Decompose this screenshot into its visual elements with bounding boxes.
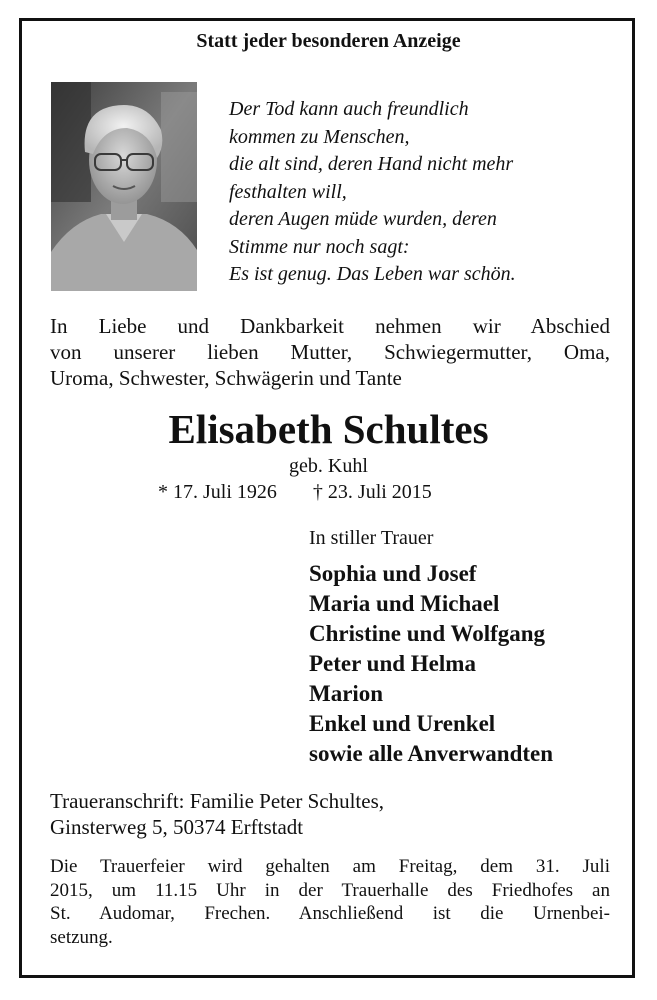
poem-line: deren Augen müde wurden, deren: [229, 208, 497, 230]
mourner-entry: Maria und Michael: [309, 591, 500, 616]
poem: [229, 96, 516, 289]
death-date: † 23. Juli 2015: [312, 481, 432, 503]
mourning-address: [50, 788, 384, 840]
poem-line: festhalten will,: [229, 180, 347, 203]
notice-header: Statt jeder besonderen Anzeige: [196, 30, 461, 52]
ceremony-info: [50, 855, 610, 949]
maiden-name: geb. Kuhl: [289, 455, 368, 477]
mourning-line: In stiller Trauer: [309, 527, 434, 549]
ceremony-line: 2015, um 11.15 Uhr in der Trauerhalle des Friedhofes an: [50, 879, 610, 901]
mourner-entry: Peter und Helma: [309, 651, 476, 676]
deceased-name: Elisabeth Schultes: [168, 406, 489, 452]
mourner-entry: Christine und Wolfgang: [309, 621, 546, 646]
intro-text: [50, 313, 610, 391]
intro-line: In Liebe und Dankbarkeit nehmen wir Abschied: [50, 314, 610, 338]
intro-line: Uroma, Schwester, Schwägerin und Tante: [50, 366, 402, 390]
address-line: Traueranschrift: Familie Peter Schultes,: [50, 789, 384, 813]
ceremony-line: St. Audomar, Frechen. Anschließend ist die Urnenbei-: [50, 903, 610, 924]
portrait-photo: [51, 82, 197, 291]
poem-line: Der Tod kann auch freundlich: [229, 98, 469, 120]
intro-line: von unserer lieben Mutter, Schwiegermutter, Oma,: [50, 340, 610, 364]
mourner-entry: Sophia und Josef: [309, 561, 477, 586]
poem-line: Es ist genug. Das Leben war schön.: [229, 263, 516, 285]
birth-date: * 17. Juli 1926: [158, 481, 277, 503]
life-dates: [158, 481, 432, 504]
ceremony-line: setzung.: [50, 926, 113, 948]
poem-line: kommen zu Menschen,: [229, 125, 410, 148]
address-line: Ginsterweg 5, 50374 Erftstadt: [50, 815, 304, 839]
poem-line: Stimme nur noch sagt:: [229, 235, 410, 258]
poem-line: die alt sind, deren Hand nicht mehr: [229, 153, 514, 175]
mourner-entry: Enkel und Urenkel: [309, 711, 496, 736]
mourners-list: [309, 559, 553, 769]
ceremony-line: Die Trauerfeier wird gehalten am Freitag, dem 31. Juli: [50, 856, 610, 877]
mourner-entry: Marion: [309, 681, 384, 706]
mourner-entry: sowie alle Anverwandten: [309, 741, 554, 766]
